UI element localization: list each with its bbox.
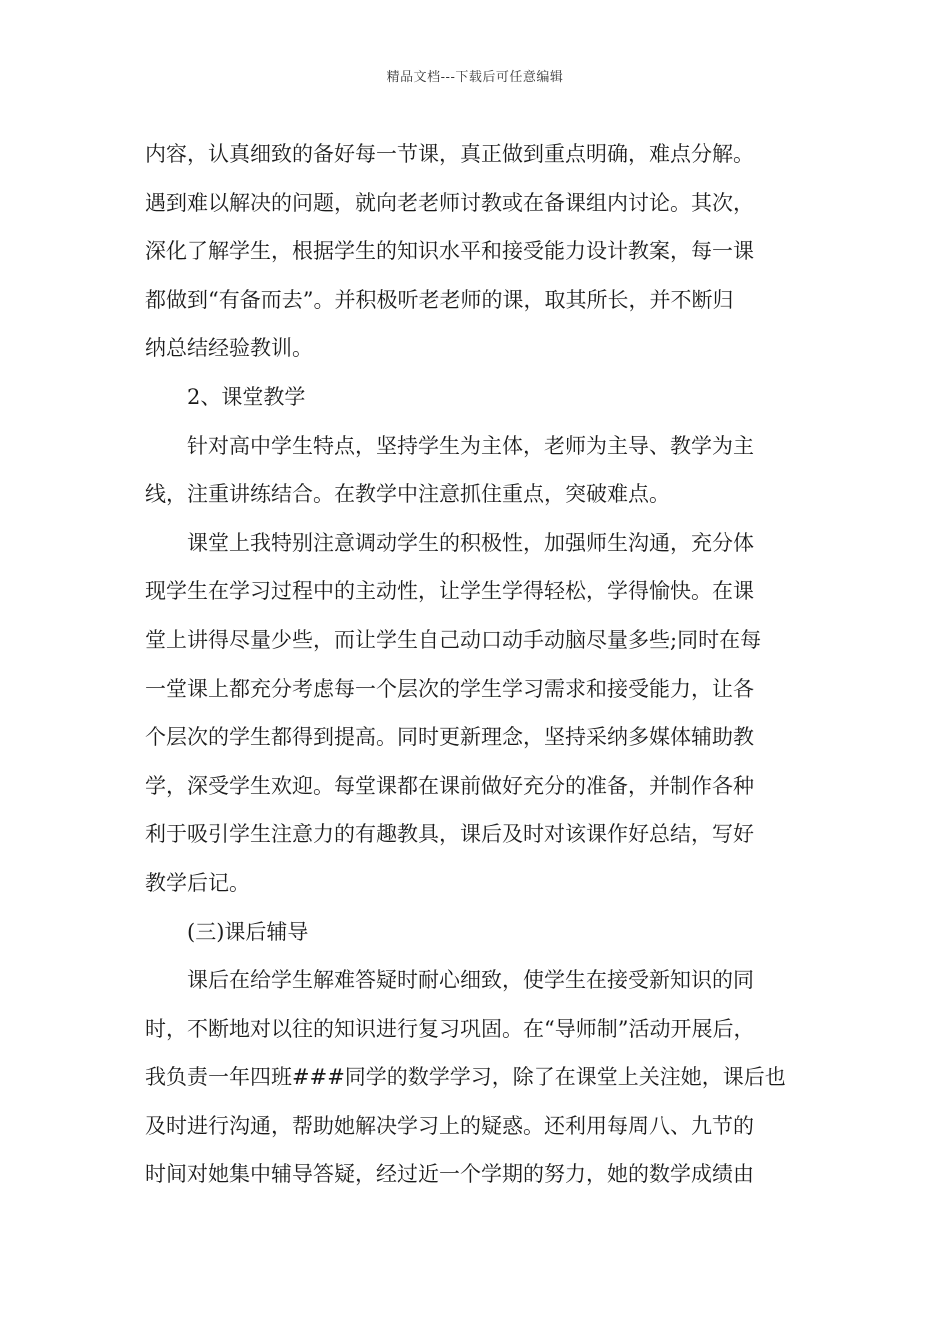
text-line: 时间对她集中辅导答疑，经过近一个学期的努力，她的数学成绩由 [145, 1162, 754, 1187]
text-line: 内容，认真细致的备好每一节课，真正做到重点明确，难点分解。 [145, 142, 754, 166]
text-line: 2、课堂教学 [187, 384, 306, 409]
text-line: 纳总结经验教训。 [145, 336, 313, 361]
text-line: 线，注重讲练结合。在教学中注意抓住重点，突破难点。 [145, 482, 670, 507]
paragraph [145, 422, 810, 519]
text-line: 利于吸引学生注意力的有趣教具，课后及时对该课作好总结，写好 [145, 822, 754, 847]
paragraph [145, 130, 810, 373]
text-line: 课后在给学生解难答疑时耐心细致，使学生在接受新知识的同 [187, 968, 754, 993]
text-line: 课堂上我特别注意调动学生的积极性，加强师生沟通，充分体 [187, 530, 754, 555]
text-line: 遇到难以解决的问题，就向老老师讨教或在备课组内讨论。其次， [145, 190, 754, 215]
text-line: 堂上讲得尽量少些，而让学生自己动口动手动脑尽量多些;同时在每 [145, 627, 762, 652]
paragraph [145, 956, 810, 1199]
text-line: 及时进行沟通，帮助她解决学习上的疑惑。还利用每周八、九节的 [145, 1113, 754, 1138]
paragraph [145, 519, 810, 908]
text-line: 时，不断地对以往的知识进行复习巩固。在“导师制”活动开展后， [145, 1016, 755, 1041]
document-body [145, 130, 810, 1199]
page-header: 精品文档---下载后可任意编辑 [386, 70, 564, 85]
text-line: 学，深受学生欢迎。每堂课都在课前做好充分的准备，并制作各种 [145, 773, 754, 798]
text-line: 现学生在学习过程中的主动性，让学生学得轻松，学得愉快。在课 [145, 579, 754, 604]
paragraph [145, 908, 810, 957]
text-line: (三)课后辅导 [187, 919, 309, 944]
text-line: 都做到“有备而去”。并积极听老老师的课，取其所长，并不断归 [145, 287, 734, 312]
text-line: 针对高中学生特点，坚持学生为主体，老师为主导、教学为主 [187, 433, 754, 458]
paragraph [145, 373, 810, 422]
text-line: 深化了解学生，根据学生的知识水平和接受能力设计教案，每一课 [145, 239, 754, 264]
text-line: 个层次的学生都得到提高。同时更新理念，坚持采纳多媒体辅助教 [145, 725, 754, 750]
text-line: 我负责一年四班###同学的数学学习，除了在课堂上关注她，课后也 [145, 1065, 786, 1090]
text-line: 教学后记。 [145, 870, 250, 895]
text-line: 一堂课上都充分考虑每一个层次的学生学习需求和接受能力，让各 [145, 676, 754, 701]
